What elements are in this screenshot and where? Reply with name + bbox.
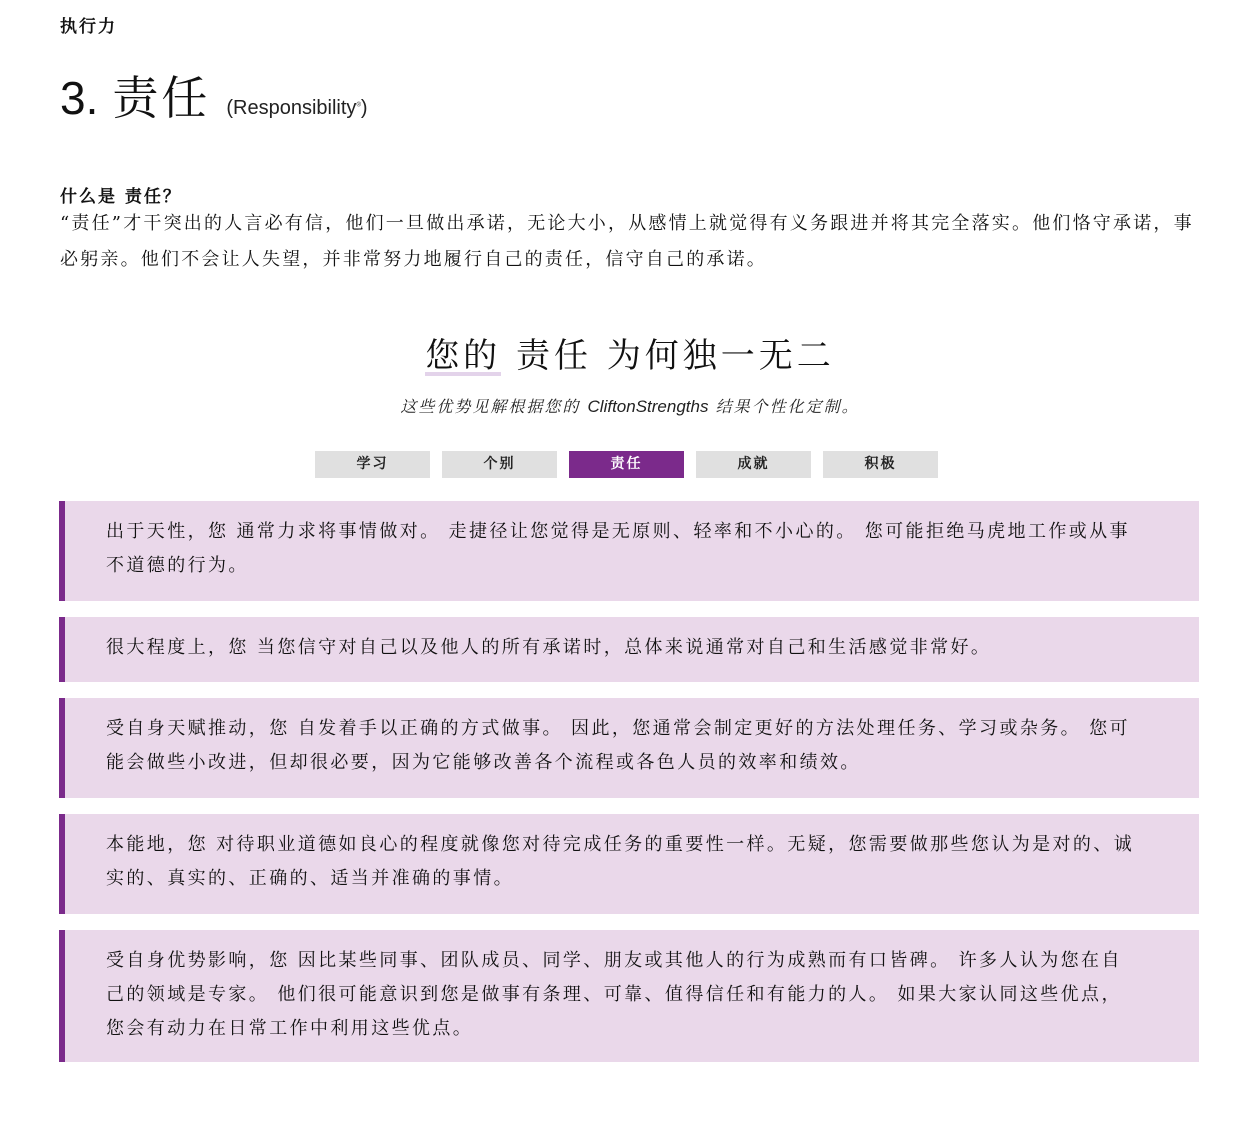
- unique-section-title: [0, 328, 1260, 377]
- insight-card: 受自身天赋推动，您 自发着手以正确的方式做事。 因此，您通常会制定更好的方法处理任务、学习或杂务。 您可能会做些小改进，但却很必要，因为它能够改善各个流程或各色人员的效率和绩效。: [59, 698, 1199, 798]
- theme-number: 3.: [60, 72, 99, 124]
- subtitle-before: 这些优势见解根据您的: [400, 397, 581, 416]
- unique-title-theme: 责任: [516, 336, 592, 376]
- definition-text: “责任”才干突出的人言必有信，他们一旦做出承诺，无论大小，从感情上就觉得有义务跟进并将其完全落实。他们恪守承诺，事必躬亲。他们不会让人失望，并非常努力地履行自己的责任，信守自己的承诺。: [60, 213, 1194, 270]
- unique-title-suffix: 为何独一无二: [606, 336, 835, 376]
- domain-label: 执行力: [60, 17, 117, 37]
- tab-individualization[interactable]: 个别: [442, 451, 557, 478]
- theme-name: 责任: [112, 71, 211, 125]
- unique-section-subtitle: [0, 394, 1260, 417]
- theme-english-close: ): [360, 97, 368, 119]
- theme-english-name: [226, 97, 367, 120]
- insight-card: 很大程度上，您 当您信守对自己以及他人的所有承诺时，总体来说通常对自己和生活感觉非常好。: [59, 617, 1199, 682]
- definition-question: 什么是 责任？: [60, 187, 182, 207]
- unique-title-prefix: 您的: [425, 336, 502, 376]
- subtitle-brand: CliftonStrengths: [587, 397, 709, 416]
- tab-responsibility[interactable]: 责任: [569, 451, 684, 478]
- insight-card: 受自身优势影响，您 因比某些同事、团队成员、同学、朋友或其他人的行为成熟而有口皆碑。 许多人认为您在自己的领域是专家。 他们很可能意识到您是做事有条理、可靠、值得信任和有能力的人。 如果大家认同这些优点，您会有动力在日常工作中利用这些优点。: [59, 930, 1199, 1062]
- subtitle-after: 结果个性化定制。: [715, 397, 860, 416]
- tab-positivity[interactable]: 积极: [823, 451, 938, 478]
- tab-learner[interactable]: 学习: [315, 451, 430, 478]
- theme-title: [60, 62, 368, 125]
- tab-achiever[interactable]: 成就: [696, 451, 811, 478]
- theme-english-text: (Responsibility: [226, 97, 357, 119]
- insights-list: [59, 501, 1199, 1078]
- insight-card: 出于天性，您 通常力求将事情做对。 走捷径让您觉得是无原则、轻率和不小心的。 您可能拒绝马虎地工作或从事不道德的行为。: [59, 501, 1199, 601]
- top-themes-tabs: [315, 451, 938, 478]
- registered-mark: ®: [356, 102, 361, 109]
- insight-card: 本能地，您 对待职业道德如良心的程度就像您对待完成任务的重要性一样。无疑，您需要做那些您认为是对的、诚实的、真实的、正确的、适当并准确的事情。: [59, 814, 1199, 914]
